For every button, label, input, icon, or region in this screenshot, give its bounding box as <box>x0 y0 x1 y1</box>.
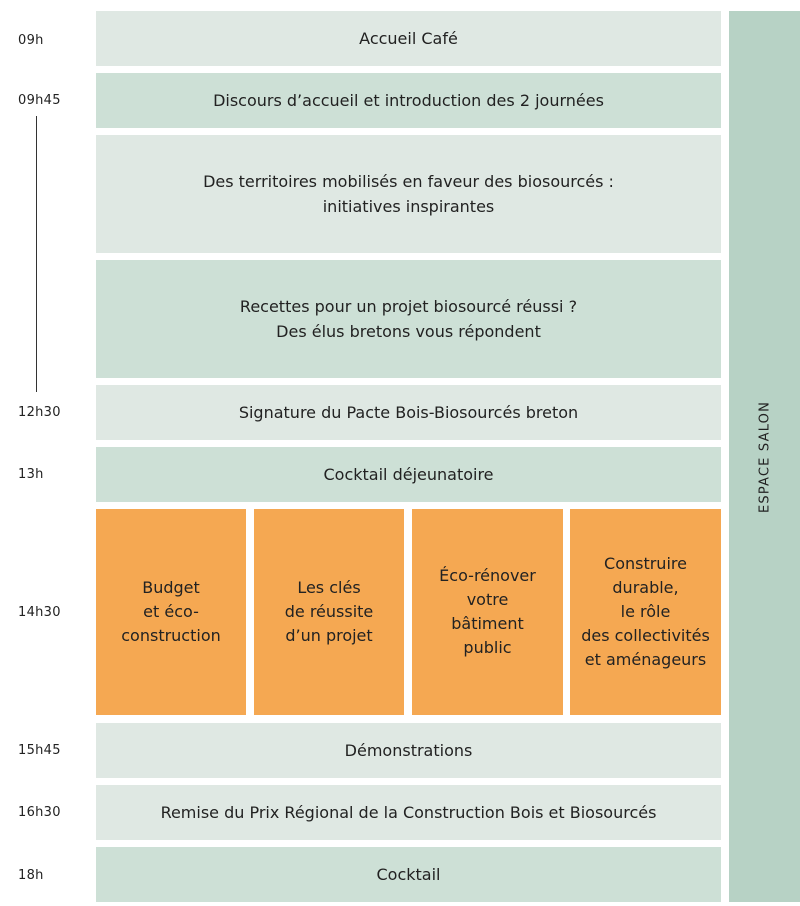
time-label-12h30: 12h30 <box>18 405 61 420</box>
session-demonstrations <box>96 723 721 778</box>
time-label-16h30: 16h30 <box>18 805 61 820</box>
session-remise-label: Remise du Prix Régional de la Construction Bois et Biosourcés <box>160 803 657 822</box>
workshop-construire-line-3: le rôle <box>620 602 671 621</box>
session-recettes-line-2: Des élus bretons vous répondent <box>276 322 541 341</box>
session-cocktail-dejeunatoire <box>96 447 721 502</box>
session-recettes-line-1: Recettes pour un projet biosourcé réussi ? <box>239 297 578 316</box>
session-dejeuner-label: Cocktail déjeunatoire <box>323 465 494 484</box>
session-territoires <box>96 135 721 253</box>
workshop-eco-renover <box>412 509 563 715</box>
workshop-construire-line-2: durable, <box>612 578 679 597</box>
session-territoires-line-1: Des territoires mobilisés en faveur des biosourcés : <box>203 172 614 191</box>
workshop-cles-line-3: d’un projet <box>285 626 373 645</box>
session-cocktail <box>96 847 721 902</box>
workshop-construire-durable <box>570 509 721 715</box>
workshop-budget-line-3: construction <box>121 626 221 645</box>
workshop-cles-line-2: de réussite <box>284 602 374 621</box>
workshop-eco-line-2: votre <box>466 590 509 609</box>
workshop-eco-line-3: bâtiment <box>451 614 524 633</box>
workshop-cles-line-1: Les clés <box>297 578 361 597</box>
time-label-13h: 13h <box>18 467 44 482</box>
time-label-15h45: 15h45 <box>18 743 61 758</box>
workshop-budget-line-2: et éco- <box>143 602 199 621</box>
session-demonstrations-label: Démonstrations <box>344 741 473 760</box>
time-label-18h: 18h <box>18 868 44 883</box>
session-cocktail-label: Cocktail <box>376 865 441 884</box>
workshop-eco-line-4: public <box>463 638 512 657</box>
session-discours-label: Discours d’accueil et introduction des 2 journées <box>213 91 604 110</box>
workshop-eco-line-1: Éco-rénover <box>439 566 536 585</box>
espace-salon-label: ESPACE SALON <box>757 400 772 513</box>
workshop-budget-line-1: Budget <box>142 578 200 597</box>
session-signature-pacte <box>96 385 721 440</box>
espace-salon-column <box>729 11 800 902</box>
workshop-construire-line-4: des collectivités <box>581 626 710 645</box>
time-label-14h30: 14h30 <box>18 605 61 620</box>
timeline-bracket-line <box>36 116 37 392</box>
session-recettes <box>96 260 721 378</box>
session-signature-label: Signature du Pacte Bois-Biosourcés breton <box>238 403 579 422</box>
session-territoires-line-2: initiatives inspirantes <box>322 197 495 216</box>
session-accueil-cafe <box>96 11 721 66</box>
session-accueil-label: Accueil Café <box>359 29 458 48</box>
workshop-construire-line-5: et aménageurs <box>584 650 707 669</box>
workshop-construire-line-1: Construire <box>604 554 687 573</box>
workshop-cles-reussite <box>254 509 404 715</box>
time-label-09h45: 09h45 <box>18 93 61 108</box>
session-remise-prix <box>96 785 721 840</box>
workshop-budget <box>96 509 246 715</box>
time-label-09h: 09h <box>18 33 44 48</box>
session-discours-accueil <box>96 73 721 128</box>
